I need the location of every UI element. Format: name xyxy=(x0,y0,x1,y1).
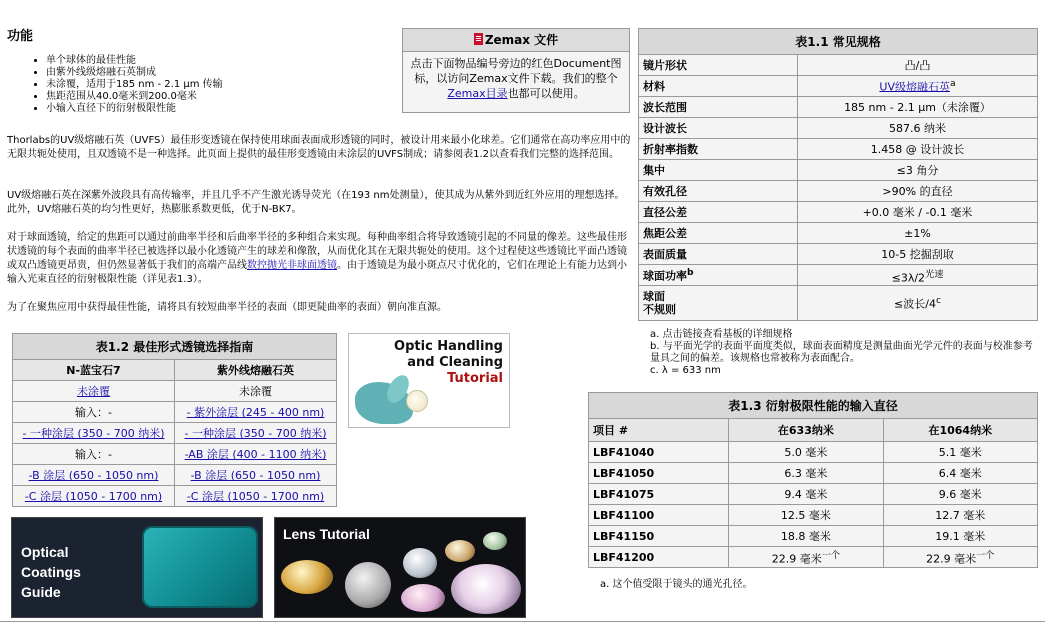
diameter-1064: 19.1 毫米 xyxy=(883,526,1037,547)
guide-cell: 输入：- xyxy=(13,402,175,423)
guide-cell[interactable] xyxy=(175,486,337,507)
guide-cell[interactable] xyxy=(13,381,175,402)
spec-superscript: 光速 xyxy=(925,268,944,280)
spec-value: 凸/凸 xyxy=(798,55,1038,76)
diameter-text: 22.9 毫米 xyxy=(771,552,822,566)
spec-key: 材料 xyxy=(639,76,798,97)
guide-caption: 表1.2 最佳形式透镜选择指南 xyxy=(13,334,337,360)
item-number: LBF41040 xyxy=(589,442,729,463)
coatings-title: Optical xyxy=(21,544,69,560)
guide-header: N-蓝宝石7 xyxy=(13,360,175,381)
diameter-633: 12.5 毫米 xyxy=(729,505,883,526)
diameter-633: 18.8 毫米 xyxy=(729,526,883,547)
item-number: LBF41100 xyxy=(589,505,729,526)
zemax-text-b: 也都可以使用。 xyxy=(507,87,585,100)
coatings-title: Coatings xyxy=(21,564,81,580)
optical-coatings-guide-banner[interactable] xyxy=(11,517,263,618)
diffraction-header: 项目 # xyxy=(589,419,729,442)
zemax-catalog-link[interactable]: Zemax目录 xyxy=(447,87,508,100)
guide-link[interactable]: 未涂覆 xyxy=(77,385,110,398)
orientation-paragraph: 为了在聚焦应用中获得最佳性能，请将具有较短曲率半径的表面（即更陡曲率的表面）朝向准直源。 xyxy=(7,302,447,313)
spec-footnote: b xyxy=(687,266,694,278)
guide-cell[interactable] xyxy=(13,423,175,444)
spec-key: 设计波长 xyxy=(639,118,798,139)
spec-value xyxy=(798,286,1038,321)
feature-item: • 小输入直径下的衍射极限性能 xyxy=(46,103,223,115)
guide-cell[interactable] xyxy=(175,465,337,486)
diffraction-header: 在1064纳米 xyxy=(883,419,1037,442)
spec-value xyxy=(798,265,1038,286)
guide-link[interactable]: -B 涂层 (650 - 1050 nm) xyxy=(190,469,321,482)
spec-value: 587.6 纳米 xyxy=(798,118,1038,139)
spec-value xyxy=(798,76,1038,97)
lens-tutorial-title: Lens Tutorial xyxy=(283,526,370,542)
lens-image xyxy=(483,532,507,550)
guide-link[interactable]: - 一种涂层 (350 - 700 纳米) xyxy=(22,427,165,440)
handling-subtitle: Tutorial xyxy=(447,371,503,386)
selection-guide-table xyxy=(12,333,337,507)
spec-value-text: ≤3λ/2 xyxy=(891,271,926,285)
spec-value: ≤3 角分 xyxy=(798,160,1038,181)
lens-image xyxy=(345,562,391,608)
diameter-633 xyxy=(729,547,883,568)
zemax-box xyxy=(402,28,630,113)
spec-key: 波长范围 xyxy=(639,97,798,118)
spec-footnote: a xyxy=(949,77,956,89)
zemax-title: Zemax 文件 xyxy=(484,33,559,47)
zemax-body xyxy=(403,52,629,105)
spec-key xyxy=(639,286,798,321)
guide-cell[interactable] xyxy=(13,465,175,486)
zemax-header xyxy=(403,29,629,52)
zemax-text-a: 点击下面物品编号旁边的红色Document图标，以访问Zemax文件下载。我们的整个 xyxy=(410,57,622,85)
material-paragraph: UV级熔融石英在深紫外波段具有高传输率，并且几乎不产生激光诱导荧光（在193 nm处测量），使其成为从紫外到近红外应用的理想选择。此外，UV熔融石英的均匀性更好，热膨胀系数更低，优于N-BK7。 xyxy=(7,190,625,215)
features-list xyxy=(30,55,223,115)
document-icon xyxy=(474,33,483,45)
spec-key: 镜片形状 xyxy=(639,55,798,76)
diameter-footnote: 一个 xyxy=(976,550,995,562)
lens-image xyxy=(401,584,445,612)
feature-item: • 未涂覆，适用于185 nm - 2.1 µm 传输 xyxy=(46,79,223,91)
guide-cell: 输入：- xyxy=(13,444,175,465)
spec-key-text: 不规则 xyxy=(643,303,676,316)
spec-note: c. λ = 633 nm xyxy=(650,365,721,376)
diffraction-note: a. 这个值受限于镜头的通光孔径。 xyxy=(600,579,753,590)
spec-key-text: 球面 xyxy=(643,290,665,303)
intro-paragraph: Thorlabs的UV级熔融石英（UVFS）最佳形变透镜在保持使用球面表面成形透镜的同时，被设计用来最小化球差。它们通常在高功率应用中的无限共轭处使用，且双透镜不是一种选择。此页面上提供的最佳形变透镜由未涂层的UVFS制成；请参阅表1.2以查看我们完整的选择范围。 xyxy=(7,135,631,160)
diameter-633: 6.3 毫米 xyxy=(729,463,883,484)
guide-link[interactable]: - 一种涂层 (350 - 700 纳米) xyxy=(184,427,327,440)
guide-link[interactable]: - 紫外涂层 (245 - 400 nm) xyxy=(186,406,325,419)
diameter-633: 9.4 毫米 xyxy=(729,484,883,505)
specs-caption: 表1.1 常见规格 xyxy=(639,29,1038,55)
guide-link[interactable]: -B 涂层 (650 - 1050 nm) xyxy=(28,469,159,482)
item-number: LBF41075 xyxy=(589,484,729,505)
guide-link[interactable]: -C 涂层 (1050 - 1700 nm) xyxy=(186,490,325,503)
spec-key: 表面质量 xyxy=(639,244,798,265)
lens-image xyxy=(445,540,475,562)
guide-header: 紫外线熔融石英 xyxy=(175,360,337,381)
spec-value: +0.0 毫米 / -0.1 毫米 xyxy=(798,202,1038,223)
guide-link[interactable]: -C 涂层 (1050 - 1700 nm) xyxy=(24,490,163,503)
spec-value-text: ≤波长/4 xyxy=(894,297,936,311)
item-number: LBF41150 xyxy=(589,526,729,547)
guide-cell[interactable] xyxy=(175,423,337,444)
aspheric-lens-link[interactable]: 数控抛光非球面透镜 xyxy=(247,260,337,271)
lens-tutorial-banner[interactable] xyxy=(274,517,526,618)
diameter-1064: 6.4 毫米 xyxy=(883,463,1037,484)
lens-image xyxy=(451,564,521,614)
diameter-633: 5.0 毫米 xyxy=(729,442,883,463)
spec-note: a. 点击链接查看基板的详细规格 xyxy=(650,329,793,340)
spec-value: ±1% xyxy=(798,223,1038,244)
spec-key: 折射率指数 xyxy=(639,139,798,160)
diffraction-table xyxy=(588,392,1038,568)
curvature-paragraph xyxy=(7,231,632,287)
spec-note: b. 与平面光学的表面平面度类似，球面表面精度是测量曲面光学元件的表面与校准参考量具之间的偏差。该规格也常被称为表面配合。 xyxy=(650,341,1033,364)
spec-value: 185 nm - 2.1 µm（未涂覆） xyxy=(798,97,1038,118)
spec-value: >90% 的直径 xyxy=(798,181,1038,202)
guide-cell: 未涂覆 xyxy=(175,381,337,402)
lens-disc-image xyxy=(406,390,428,412)
feature-item: • 由紫外线级熔融石英制成 xyxy=(46,67,223,79)
handling-title: Optic Handling xyxy=(394,339,503,354)
guide-cell[interactable] xyxy=(175,402,337,423)
guide-cell[interactable] xyxy=(13,486,175,507)
diameter-footnote: 一个 xyxy=(821,550,841,562)
guide-link[interactable]: -AB 涂层 (400 - 1100 纳米) xyxy=(184,448,327,461)
spec-value: 1.458 @ 设计波长 xyxy=(798,139,1038,160)
coatings-title: Guide xyxy=(21,584,61,600)
handling-title: and Cleaning xyxy=(407,355,503,370)
spec-value: 10-5 挖掘刮取 xyxy=(798,244,1038,265)
feature-item: • 焦距范围从40.0毫米到200.0毫米 xyxy=(46,91,223,103)
diameter-text: 22.9 毫米 xyxy=(926,552,977,566)
feature-item: • 单个球体的最佳性能 xyxy=(46,55,223,67)
material-link[interactable]: UV级熔融石英 xyxy=(879,80,950,94)
spec-key: 有效孔径 xyxy=(639,181,798,202)
curvature-text-a: 对于球面透镜，给定的焦距可以通过前曲率半径和后曲率半径的多种组合来实现。每种曲率组合将导致透镜引起的不同量的像差。这些最佳形状透镜的每个表面的曲率半径已被选择以最小化透镜产生的球差和像散，从而优化其在无限共轭处的使用。这个过程使这些透镜比平面凸透镜或双凸透镜更昂贵，但仍然显著低于我们的高端产品线 xyxy=(7,232,627,271)
diffraction-caption: 表1.3 衍射极限性能的输入直径 xyxy=(589,393,1038,419)
lens-image xyxy=(281,560,333,594)
optic-handling-tutorial-banner[interactable] xyxy=(348,333,510,428)
diameter-1064: 9.6 毫米 xyxy=(883,484,1037,505)
features-title: 功能 xyxy=(7,29,34,44)
specs-notes xyxy=(650,329,1040,377)
guide-cell[interactable] xyxy=(175,444,337,465)
specs-table xyxy=(638,28,1038,321)
spec-key: 直径公差 xyxy=(639,202,798,223)
lens-image xyxy=(403,548,437,578)
diameter-1064 xyxy=(883,547,1037,568)
item-number: LBF41050 xyxy=(589,463,729,484)
spec-superscript: c xyxy=(935,294,941,306)
coated-glass-image xyxy=(144,528,256,606)
spec-key xyxy=(639,265,798,286)
spec-key-text: 球面功率 xyxy=(643,269,687,283)
diameter-1064: 5.1 毫米 xyxy=(883,442,1037,463)
curvature-text-b: 。由于透镜是为最小斑点尺寸优化的，它们在理论上有能力达到小输入光束直径的衍射极限性能（详见表1.3）。 xyxy=(7,260,627,285)
spec-key: 焦距公差 xyxy=(639,223,798,244)
diffraction-header: 在633纳米 xyxy=(729,419,883,442)
spec-key: 集中 xyxy=(639,160,798,181)
item-number: LBF41200 xyxy=(589,547,729,568)
diameter-1064: 12.7 毫米 xyxy=(883,505,1037,526)
